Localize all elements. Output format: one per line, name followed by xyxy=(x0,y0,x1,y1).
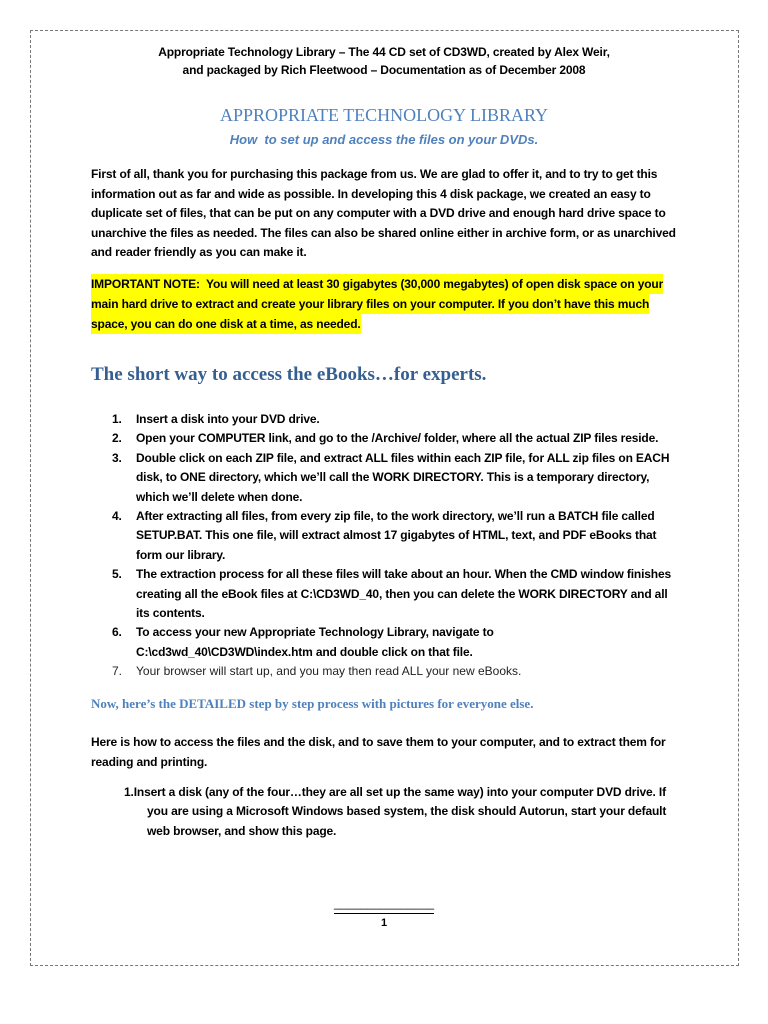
intro-line: information out as far and wide as possible. In developing this 4 disk package, we created an easy to xyxy=(91,186,651,201)
list-item-line: After extracting all files, from every zip file, to the work directory, we’ll run a BATCH file called xyxy=(136,509,655,524)
list-item-line: Double click on each ZIP file, and extract ALL files within each ZIP file, for ALL zip files on EACH xyxy=(136,450,670,465)
quick-steps-list xyxy=(112,410,671,682)
list-item-line: Open your COMPUTER link, and go to the /Archive/ folder, where all the actual ZIP files reside. xyxy=(136,431,659,446)
list-number: 1. xyxy=(112,412,122,426)
step-line xyxy=(124,783,666,802)
footer-rule: _______________ xyxy=(333,896,435,910)
list-item xyxy=(112,507,671,565)
header-line: and packaged by Rich Fleetwood – Documentation as of December 2008 xyxy=(182,63,586,77)
section-heading: The short way to access the eBooks…for experts. xyxy=(91,364,487,385)
list-item-line: Insert a disk into your DVD drive. xyxy=(136,412,320,426)
step-line: web browser, and show this page. xyxy=(147,823,337,838)
list-item-line: The extraction process for all these files will take about an hour. When the CMD window finishes xyxy=(136,567,672,582)
list-item xyxy=(112,662,671,681)
list-number: 7. xyxy=(112,664,123,679)
document-header xyxy=(0,43,768,79)
list-item xyxy=(112,429,671,448)
document-title: APPROPRIATE TECHNOLOGY LIBRARY xyxy=(219,105,549,125)
intro-line: duplicate set of files, that can be put on any computer with a DVD drive and enough hard drive space to xyxy=(91,206,666,220)
list-item xyxy=(112,449,671,507)
document-subtitle: How to set up and access the files on your DVDs. xyxy=(229,132,539,147)
list-item xyxy=(112,623,671,662)
list-item-line: its contents. xyxy=(136,606,205,621)
page-number: 1 xyxy=(380,917,388,929)
important-note-line: main hard drive to extract and create your library files on your computer. If you don’t have this much xyxy=(91,294,649,314)
list-item-line: To access your new Appropriate Technology Library, navigate to xyxy=(136,625,494,640)
detailed-intro-paragraph xyxy=(91,733,666,772)
list-number: 4. xyxy=(112,509,122,524)
list-item xyxy=(112,410,671,429)
list-number: 3. xyxy=(112,450,122,465)
footer-separator xyxy=(334,913,434,914)
intro-paragraph xyxy=(91,165,676,263)
important-note xyxy=(91,274,663,334)
intro-line: and reader friendly as you can make it. xyxy=(91,245,307,259)
list-number: 5. xyxy=(112,567,122,582)
header-line: Appropriate Technology Library – The 44 CD set of CD3WD, created by Alex Weir, xyxy=(158,45,610,59)
detailed-steps-list xyxy=(124,783,666,841)
important-note-line: IMPORTANT NOTE: You will need at least 30 gigabytes (30,000 megabytes) of open disk space on your xyxy=(91,274,663,294)
list-item-line: creating all the eBook files at C:\CD3WD_40, then you can delete the WORK DIRECTORY and all xyxy=(136,586,668,601)
intro-line: First of all, thank you for purchasing this package from us. We are glad to offer it, and to try to get this xyxy=(91,167,658,181)
step-number: 1. xyxy=(124,785,134,799)
detailed-intro-line: reading and printing. xyxy=(91,754,208,769)
step-text: Insert a disk (any of the four…they are all set up the same way) into your computer DVD drive. If xyxy=(133,785,666,799)
list-item-line: Your browser will start up, and you may then read ALL your new eBooks. xyxy=(136,664,522,679)
list-item-line: disk, to ONE directory, which we’ll call the WORK DIRECTORY. This is a temporary directory, xyxy=(136,470,650,485)
list-number: 6. xyxy=(112,625,122,640)
list-item-line: SETUP.BAT. This one file, will extract almost 17 gigabytes of HTML, text, and PDF eBooks that xyxy=(136,528,657,543)
list-item-line: form our library. xyxy=(136,547,226,562)
intro-line: unarchive the files as needed. The files can also be shared online either in archive form, or as unarchived xyxy=(91,225,676,240)
step-line: you are using a Microsoft Windows based system, the disk should Autorun, start your default xyxy=(147,804,667,819)
list-item-line: C:\cd3wd_40\CD3WD\index.htm and double click on that file. xyxy=(136,644,473,659)
list-number: 2. xyxy=(112,431,122,446)
detailed-heading: Now, here’s the DETAILED step by step process with pictures for everyone else. xyxy=(91,696,534,711)
detailed-intro-line: Here is how to access the files and the disk, and to save them to your computer, and to extract them for xyxy=(91,735,666,749)
list-item-line: which we’ll delete when done. xyxy=(136,489,303,504)
important-note-line: space, you can do one disk at a time, as needed. xyxy=(91,314,361,334)
list-item xyxy=(112,565,671,623)
